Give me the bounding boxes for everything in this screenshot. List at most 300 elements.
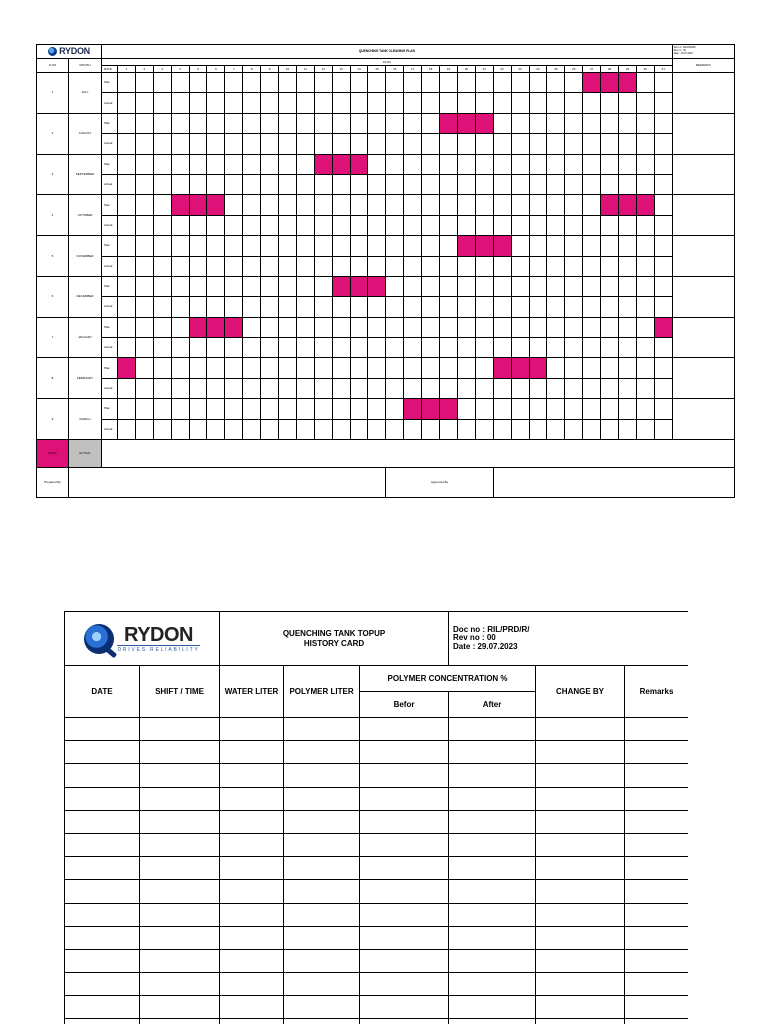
history-cell[interactable] [284, 1019, 360, 1024]
history-cell[interactable] [536, 973, 625, 996]
plan-day-cell[interactable] [511, 113, 529, 133]
actual-day-cell[interactable] [511, 297, 529, 317]
actual-day-cell[interactable] [332, 378, 350, 398]
actual-day-cell[interactable] [135, 256, 153, 276]
actual-day-cell[interactable] [368, 93, 386, 113]
actual-day-cell[interactable] [279, 338, 297, 358]
history-cell[interactable] [625, 926, 688, 949]
actual-day-cell[interactable] [135, 134, 153, 154]
actual-day-cell[interactable] [565, 338, 583, 358]
actual-day-cell[interactable] [332, 419, 350, 439]
history-cell[interactable] [65, 787, 140, 810]
actual-day-cell[interactable] [171, 93, 189, 113]
actual-day-cell[interactable] [332, 93, 350, 113]
plan-day-cell[interactable] [189, 358, 207, 378]
plan-day-cell[interactable] [636, 358, 654, 378]
actual-day-cell[interactable] [189, 419, 207, 439]
actual-day-cell[interactable] [171, 338, 189, 358]
actual-day-cell[interactable] [511, 256, 529, 276]
plan-day-cell[interactable] [135, 317, 153, 337]
plan-day-cell[interactable] [118, 195, 136, 215]
plan-day-cell[interactable] [189, 236, 207, 256]
actual-day-cell[interactable] [350, 256, 368, 276]
actual-day-cell[interactable] [565, 174, 583, 194]
actual-day-cell[interactable] [547, 134, 565, 154]
actual-day-cell[interactable] [618, 134, 636, 154]
actual-day-cell[interactable] [583, 174, 601, 194]
plan-day-cell[interactable] [547, 236, 565, 256]
plan-day-cell[interactable] [332, 236, 350, 256]
actual-day-cell[interactable] [457, 215, 475, 235]
actual-day-cell[interactable] [243, 215, 261, 235]
plan-day-cell[interactable] [350, 113, 368, 133]
plan-day-cell[interactable] [529, 195, 547, 215]
actual-day-cell[interactable] [153, 378, 171, 398]
history-cell[interactable] [220, 718, 284, 741]
plan-day-cell[interactable] [601, 73, 619, 93]
actual-day-cell[interactable] [386, 378, 404, 398]
plan-day-cell[interactable] [618, 317, 636, 337]
actual-day-cell[interactable] [511, 338, 529, 358]
actual-day-cell[interactable] [386, 256, 404, 276]
plan-day-cell[interactable] [279, 236, 297, 256]
history-cell[interactable] [536, 764, 625, 787]
plan-day-cell[interactable] [475, 154, 493, 174]
plan-day-cell[interactable] [529, 399, 547, 419]
plan-day-cell[interactable] [332, 73, 350, 93]
actual-day-cell[interactable] [618, 378, 636, 398]
plan-day-cell[interactable] [118, 113, 136, 133]
plan-day-cell[interactable] [189, 317, 207, 337]
history-cell[interactable] [220, 833, 284, 856]
plan-day-cell[interactable] [189, 154, 207, 174]
history-cell[interactable] [220, 903, 284, 926]
history-cell[interactable] [140, 764, 220, 787]
actual-day-cell[interactable] [440, 419, 458, 439]
plan-day-cell[interactable] [332, 399, 350, 419]
plan-day-cell[interactable] [279, 399, 297, 419]
actual-day-cell[interactable] [368, 419, 386, 439]
history-cell[interactable] [140, 996, 220, 1019]
actual-day-cell[interactable] [511, 134, 529, 154]
plan-day-cell[interactable] [440, 73, 458, 93]
actual-day-cell[interactable] [207, 174, 225, 194]
actual-day-cell[interactable] [171, 215, 189, 235]
actual-day-cell[interactable] [547, 215, 565, 235]
plan-day-cell[interactable] [404, 113, 422, 133]
plan-day-cell[interactable] [422, 195, 440, 215]
plan-day-cell[interactable] [440, 276, 458, 296]
actual-day-cell[interactable] [314, 134, 332, 154]
plan-day-cell[interactable] [440, 399, 458, 419]
actual-day-cell[interactable] [135, 215, 153, 235]
plan-day-cell[interactable] [296, 113, 314, 133]
actual-day-cell[interactable] [135, 297, 153, 317]
actual-day-cell[interactable] [583, 338, 601, 358]
plan-day-cell[interactable] [314, 73, 332, 93]
history-cell[interactable] [284, 787, 360, 810]
actual-day-cell[interactable] [332, 338, 350, 358]
actual-day-cell[interactable] [618, 338, 636, 358]
actual-day-cell[interactable] [493, 215, 511, 235]
actual-day-cell[interactable] [314, 215, 332, 235]
history-cell[interactable] [536, 949, 625, 972]
history-cell[interactable] [220, 787, 284, 810]
plan-day-cell[interactable] [547, 399, 565, 419]
plan-day-cell[interactable] [350, 276, 368, 296]
actual-day-cell[interactable] [547, 174, 565, 194]
actual-day-cell[interactable] [440, 215, 458, 235]
history-cell[interactable] [360, 810, 449, 833]
plan-day-cell[interactable] [618, 276, 636, 296]
plan-day-cell[interactable] [547, 276, 565, 296]
plan-day-cell[interactable] [314, 399, 332, 419]
history-cell[interactable] [65, 741, 140, 764]
plan-day-cell[interactable] [314, 236, 332, 256]
actual-day-cell[interactable] [153, 134, 171, 154]
plan-day-cell[interactable] [261, 113, 279, 133]
plan-day-cell[interactable] [457, 113, 475, 133]
actual-day-cell[interactable] [368, 297, 386, 317]
actual-day-cell[interactable] [350, 378, 368, 398]
plan-day-cell[interactable] [511, 195, 529, 215]
plan-day-cell[interactable] [332, 358, 350, 378]
plan-day-cell[interactable] [565, 236, 583, 256]
plan-day-cell[interactable] [601, 358, 619, 378]
plan-day-cell[interactable] [189, 399, 207, 419]
plan-day-cell[interactable] [636, 73, 654, 93]
plan-day-cell[interactable] [171, 154, 189, 174]
plan-day-cell[interactable] [296, 195, 314, 215]
actual-day-cell[interactable] [243, 256, 261, 276]
actual-day-cell[interactable] [654, 174, 672, 194]
actual-day-cell[interactable] [565, 297, 583, 317]
plan-day-cell[interactable] [565, 154, 583, 174]
history-cell[interactable] [65, 880, 140, 903]
plan-day-cell[interactable] [583, 399, 601, 419]
actual-day-cell[interactable] [654, 338, 672, 358]
plan-day-cell[interactable] [135, 399, 153, 419]
actual-day-cell[interactable] [404, 419, 422, 439]
actual-day-cell[interactable] [475, 256, 493, 276]
actual-day-cell[interactable] [618, 93, 636, 113]
actual-day-cell[interactable] [171, 378, 189, 398]
actual-day-cell[interactable] [422, 256, 440, 276]
plan-day-cell[interactable] [654, 399, 672, 419]
plan-row-remarks[interactable] [672, 399, 734, 440]
actual-day-cell[interactable] [153, 338, 171, 358]
history-cell[interactable] [65, 718, 140, 741]
plan-day-cell[interactable] [601, 317, 619, 337]
actual-day-cell[interactable] [654, 134, 672, 154]
plan-day-cell[interactable] [565, 399, 583, 419]
plan-day-cell[interactable] [225, 236, 243, 256]
actual-day-cell[interactable] [135, 174, 153, 194]
plan-day-cell[interactable] [225, 154, 243, 174]
plan-day-cell[interactable] [368, 195, 386, 215]
history-cell[interactable] [140, 857, 220, 880]
prepared-by-field[interactable] [69, 468, 386, 498]
actual-day-cell[interactable] [475, 378, 493, 398]
actual-day-cell[interactable] [153, 174, 171, 194]
plan-day-cell[interactable] [654, 236, 672, 256]
plan-day-cell[interactable] [422, 113, 440, 133]
plan-day-cell[interactable] [636, 317, 654, 337]
history-cell[interactable] [449, 949, 536, 972]
plan-day-cell[interactable] [601, 195, 619, 215]
actual-day-cell[interactable] [529, 297, 547, 317]
plan-day-cell[interactable] [493, 113, 511, 133]
actual-day-cell[interactable] [404, 93, 422, 113]
actual-day-cell[interactable] [457, 134, 475, 154]
history-cell[interactable] [536, 903, 625, 926]
plan-day-cell[interactable] [583, 317, 601, 337]
actual-day-cell[interactable] [314, 93, 332, 113]
plan-day-cell[interactable] [314, 358, 332, 378]
actual-day-cell[interactable] [636, 134, 654, 154]
actual-day-cell[interactable] [475, 215, 493, 235]
actual-day-cell[interactable] [547, 256, 565, 276]
actual-day-cell[interactable] [153, 256, 171, 276]
actual-day-cell[interactable] [529, 174, 547, 194]
history-cell[interactable] [625, 880, 688, 903]
plan-day-cell[interactable] [547, 195, 565, 215]
actual-day-cell[interactable] [511, 215, 529, 235]
plan-day-cell[interactable] [207, 399, 225, 419]
plan-day-cell[interactable] [618, 154, 636, 174]
plan-day-cell[interactable] [654, 73, 672, 93]
plan-day-cell[interactable] [153, 317, 171, 337]
history-cell[interactable] [220, 996, 284, 1019]
plan-day-cell[interactable] [296, 276, 314, 296]
actual-day-cell[interactable] [189, 338, 207, 358]
plan-day-cell[interactable] [261, 73, 279, 93]
plan-day-cell[interactable] [529, 317, 547, 337]
history-cell[interactable] [625, 718, 688, 741]
plan-day-cell[interactable] [135, 358, 153, 378]
history-cell[interactable] [449, 833, 536, 856]
plan-day-cell[interactable] [475, 276, 493, 296]
history-cell[interactable] [536, 996, 625, 1019]
history-cell[interactable] [140, 718, 220, 741]
actual-day-cell[interactable] [583, 297, 601, 317]
plan-day-cell[interactable] [243, 195, 261, 215]
actual-day-cell[interactable] [279, 134, 297, 154]
history-cell[interactable] [220, 973, 284, 996]
history-cell[interactable] [360, 741, 449, 764]
actual-day-cell[interactable] [243, 134, 261, 154]
plan-day-cell[interactable] [314, 317, 332, 337]
plan-day-cell[interactable] [118, 399, 136, 419]
plan-day-cell[interactable] [135, 113, 153, 133]
history-cell[interactable] [284, 764, 360, 787]
history-cell[interactable] [360, 1019, 449, 1024]
actual-day-cell[interactable] [422, 419, 440, 439]
actual-day-cell[interactable] [279, 256, 297, 276]
history-cell[interactable] [220, 880, 284, 903]
actual-day-cell[interactable] [386, 174, 404, 194]
actual-day-cell[interactable] [547, 297, 565, 317]
actual-day-cell[interactable] [261, 338, 279, 358]
actual-day-cell[interactable] [636, 256, 654, 276]
actual-day-cell[interactable] [314, 174, 332, 194]
actual-day-cell[interactable] [654, 215, 672, 235]
plan-day-cell[interactable] [511, 276, 529, 296]
actual-day-cell[interactable] [135, 378, 153, 398]
actual-day-cell[interactable] [529, 256, 547, 276]
history-cell[interactable] [65, 1019, 140, 1024]
plan-day-cell[interactable] [618, 73, 636, 93]
plan-day-cell[interactable] [368, 276, 386, 296]
actual-day-cell[interactable] [636, 297, 654, 317]
actual-day-cell[interactable] [511, 174, 529, 194]
history-cell[interactable] [220, 741, 284, 764]
history-cell[interactable] [625, 857, 688, 880]
plan-day-cell[interactable] [618, 113, 636, 133]
actual-day-cell[interactable] [153, 215, 171, 235]
actual-day-cell[interactable] [153, 93, 171, 113]
plan-day-cell[interactable] [350, 399, 368, 419]
plan-day-cell[interactable] [654, 113, 672, 133]
actual-day-cell[interactable] [422, 174, 440, 194]
actual-day-cell[interactable] [511, 93, 529, 113]
actual-day-cell[interactable] [314, 297, 332, 317]
plan-day-cell[interactable] [189, 113, 207, 133]
plan-day-cell[interactable] [225, 358, 243, 378]
plan-day-cell[interactable] [261, 236, 279, 256]
plan-day-cell[interactable] [171, 195, 189, 215]
plan-day-cell[interactable] [618, 195, 636, 215]
plan-day-cell[interactable] [511, 236, 529, 256]
actual-day-cell[interactable] [457, 378, 475, 398]
plan-day-cell[interactable] [225, 399, 243, 419]
actual-day-cell[interactable] [618, 174, 636, 194]
actual-day-cell[interactable] [636, 215, 654, 235]
history-cell[interactable] [65, 926, 140, 949]
actual-day-cell[interactable] [296, 256, 314, 276]
actual-day-cell[interactable] [601, 134, 619, 154]
plan-day-cell[interactable] [583, 73, 601, 93]
actual-day-cell[interactable] [207, 256, 225, 276]
plan-day-cell[interactable] [368, 399, 386, 419]
actual-day-cell[interactable] [243, 297, 261, 317]
plan-day-cell[interactable] [636, 236, 654, 256]
actual-day-cell[interactable] [296, 297, 314, 317]
actual-day-cell[interactable] [404, 378, 422, 398]
actual-day-cell[interactable] [350, 297, 368, 317]
history-cell[interactable] [449, 810, 536, 833]
plan-day-cell[interactable] [511, 154, 529, 174]
actual-day-cell[interactable] [475, 338, 493, 358]
actual-day-cell[interactable] [279, 419, 297, 439]
plan-day-cell[interactable] [565, 73, 583, 93]
plan-day-cell[interactable] [153, 195, 171, 215]
plan-day-cell[interactable] [243, 236, 261, 256]
actual-day-cell[interactable] [153, 419, 171, 439]
actual-day-cell[interactable] [296, 215, 314, 235]
actual-day-cell[interactable] [243, 174, 261, 194]
actual-day-cell[interactable] [279, 174, 297, 194]
actual-day-cell[interactable] [207, 378, 225, 398]
actual-day-cell[interactable] [457, 93, 475, 113]
actual-day-cell[interactable] [654, 256, 672, 276]
plan-day-cell[interactable] [368, 154, 386, 174]
plan-day-cell[interactable] [529, 358, 547, 378]
history-cell[interactable] [449, 718, 536, 741]
plan-day-cell[interactable] [386, 73, 404, 93]
plan-day-cell[interactable] [118, 73, 136, 93]
history-cell[interactable] [284, 718, 360, 741]
history-cell[interactable] [220, 1019, 284, 1024]
plan-day-cell[interactable] [511, 399, 529, 419]
history-cell[interactable] [625, 903, 688, 926]
actual-day-cell[interactable] [118, 134, 136, 154]
actual-day-cell[interactable] [118, 419, 136, 439]
actual-day-cell[interactable] [422, 338, 440, 358]
history-cell[interactable] [625, 949, 688, 972]
plan-day-cell[interactable] [368, 113, 386, 133]
history-cell[interactable] [284, 810, 360, 833]
actual-day-cell[interactable] [296, 338, 314, 358]
history-cell[interactable] [140, 926, 220, 949]
plan-day-cell[interactable] [332, 317, 350, 337]
history-cell[interactable] [284, 996, 360, 1019]
plan-day-cell[interactable] [386, 236, 404, 256]
plan-day-cell[interactable] [189, 195, 207, 215]
actual-day-cell[interactable] [583, 378, 601, 398]
plan-day-cell[interactable] [225, 73, 243, 93]
plan-day-cell[interactable] [243, 154, 261, 174]
plan-day-cell[interactable] [511, 358, 529, 378]
actual-day-cell[interactable] [261, 419, 279, 439]
plan-day-cell[interactable] [493, 317, 511, 337]
actual-day-cell[interactable] [422, 93, 440, 113]
plan-day-cell[interactable] [529, 276, 547, 296]
history-cell[interactable] [65, 764, 140, 787]
history-cell[interactable] [449, 764, 536, 787]
plan-day-cell[interactable] [386, 276, 404, 296]
actual-day-cell[interactable] [440, 256, 458, 276]
plan-day-cell[interactable] [135, 154, 153, 174]
plan-day-cell[interactable] [243, 399, 261, 419]
plan-day-cell[interactable] [207, 195, 225, 215]
actual-day-cell[interactable] [601, 297, 619, 317]
plan-day-cell[interactable] [386, 317, 404, 337]
plan-day-cell[interactable] [135, 236, 153, 256]
actual-day-cell[interactable] [296, 174, 314, 194]
actual-day-cell[interactable] [261, 378, 279, 398]
actual-day-cell[interactable] [207, 338, 225, 358]
history-cell[interactable] [140, 903, 220, 926]
plan-day-cell[interactable] [189, 276, 207, 296]
history-cell[interactable] [360, 787, 449, 810]
actual-day-cell[interactable] [314, 338, 332, 358]
plan-day-cell[interactable] [422, 399, 440, 419]
actual-day-cell[interactable] [225, 93, 243, 113]
plan-day-cell[interactable] [529, 236, 547, 256]
history-cell[interactable] [65, 903, 140, 926]
actual-day-cell[interactable] [601, 174, 619, 194]
actual-day-cell[interactable] [618, 297, 636, 317]
plan-day-cell[interactable] [529, 113, 547, 133]
plan-day-cell[interactable] [225, 276, 243, 296]
plan-day-cell[interactable] [350, 73, 368, 93]
history-cell[interactable] [449, 787, 536, 810]
plan-day-cell[interactable] [493, 195, 511, 215]
plan-day-cell[interactable] [171, 399, 189, 419]
plan-day-cell[interactable] [457, 399, 475, 419]
actual-day-cell[interactable] [583, 256, 601, 276]
